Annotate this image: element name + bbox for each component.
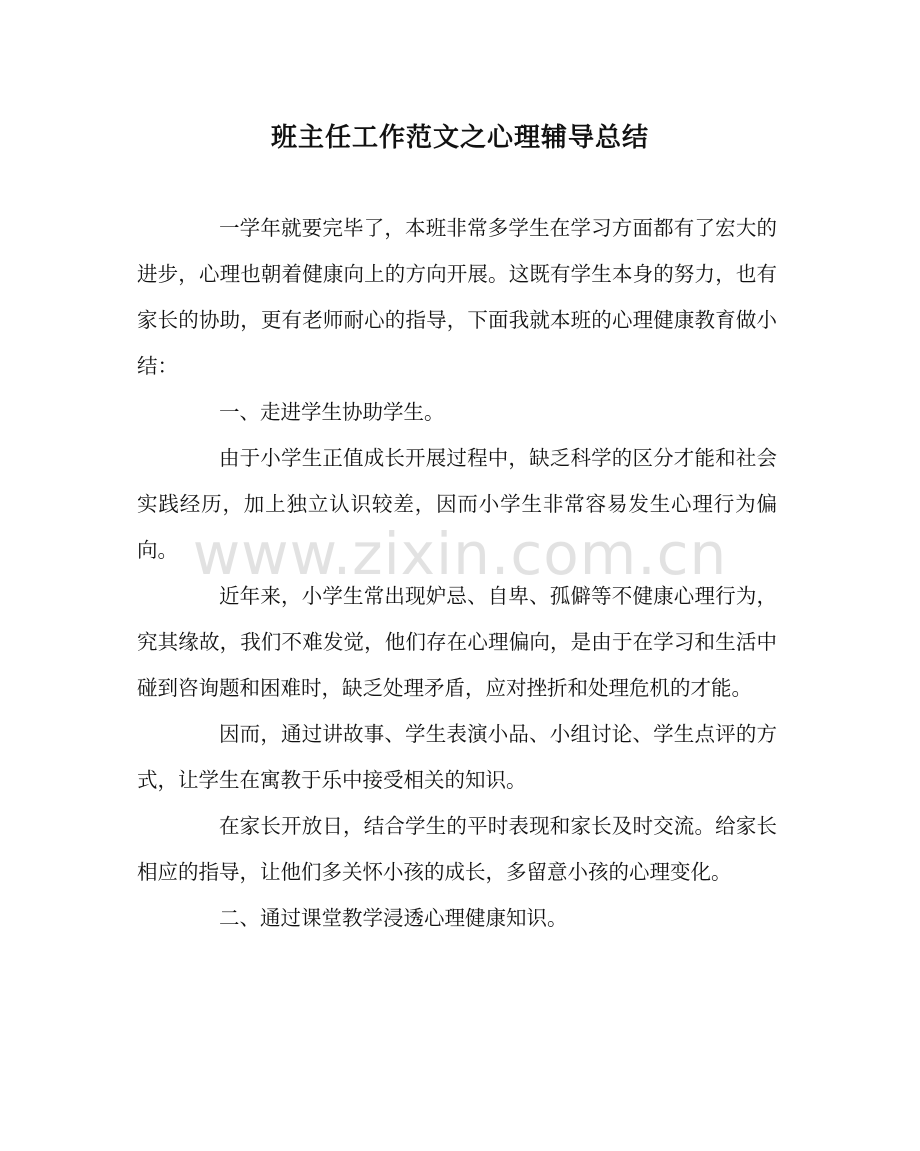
paragraph-issues: 近年来，小学生常出现妒忌、自卑、孤僻等不健康心理行为，究其缘故，我们不难发觉，他们存在心理偏向，是由于在学习和生活中碰到咨询题和困难时，缺乏处理矛盾，应对挫折和处理危机的才能。	[137, 584, 777, 700]
paragraph-background: 由于小学生正值成长开展过程中，缺乏科学的区分才能和社会实践经历，加上独立认识较差，因而小学生非常容易发生心理行为偏向。	[137, 446, 777, 562]
section-heading-1: 一、走进学生协助学生。	[219, 400, 445, 424]
paragraph-methods: 因而，通过讲故事、学生表演小品、小组讨论、学生点评的方式，让学生在寓教于乐中接受相关的知识。	[137, 722, 777, 792]
watermark: www.zixin.com.cn	[192, 520, 728, 588]
document-body	[137, 205, 777, 941]
paragraph-parents: 在家长开放日，结合学生的平时表现和家长及时交流。给家长相应的指导，让他们多关怀小孩的成长，多留意小孩的心理变化。	[137, 814, 777, 884]
document-title: 班主任工作范文之心理辅导总结	[270, 123, 649, 153]
paragraph-intro: 一学年就要完毕了，本班非常多学生在学习方面都有了宏大的进步，心理也朝着健康向上的方向开展。这既有学生本身的努力，也有家长的协助，更有老师耐心的指导，下面我就本班的心理健康教育做小结：	[137, 216, 777, 378]
section-heading-2: 二、通过课堂教学浸透心理健康知识。	[219, 906, 568, 930]
